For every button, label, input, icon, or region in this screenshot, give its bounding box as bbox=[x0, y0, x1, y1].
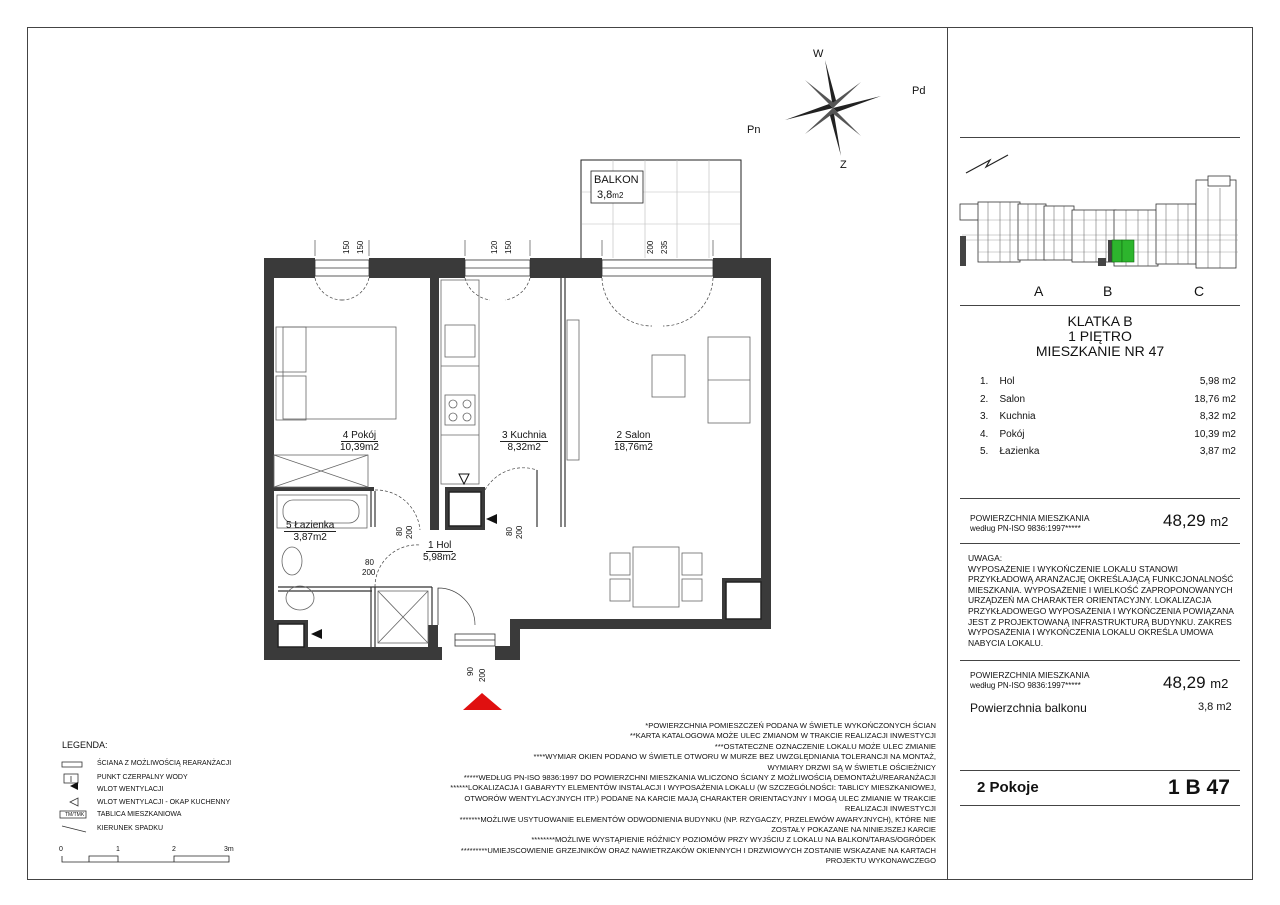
footnote-line: ZOSTAŁY POKAZANE NA NINIEJSZEJ KARCIE bbox=[771, 825, 936, 835]
room-area: 8,32 bbox=[507, 442, 528, 453]
footnote-line: ****WYMIAR OKIEN PODANO W ŚWIETLE OTWORU W MURZE BEZ UWZGLĘDNIANIA TOLERANCJI NA MONTAŻ, bbox=[533, 752, 936, 762]
north-arrow-icon bbox=[966, 155, 1008, 173]
balcony-area-label: Powierzchnia balkonu bbox=[970, 701, 1087, 715]
footnote-line: ******LOKALIZACJA I GABARYTY ELEMENTÓW INSTALACJI I WYPOSAŻENIA LOKALU (W SZCZEGÓLNOŚCI: TABLICY MIESZKANIOWEJ, bbox=[450, 783, 936, 793]
footnote-line: REALIZACJI INWESTYCJI bbox=[844, 804, 936, 814]
scale-bar bbox=[62, 856, 229, 862]
footnote-line: *********UMIEJSCOWIENIE GRZEJNIKÓW ORAZ NAWIETRZAKÓW OKIENNYCH I DRZWIOWYCH ZOSTANIE WSKAZANE NA KARTACH bbox=[460, 845, 936, 855]
room-num: 3 bbox=[502, 430, 508, 441]
site-plan bbox=[948, 140, 1248, 300]
window-dim-1b: 150 bbox=[356, 240, 365, 254]
area-total-2 bbox=[1163, 673, 1228, 693]
door-dim-5a: 90 bbox=[466, 667, 475, 676]
door-dim-2a: 80 bbox=[505, 527, 514, 536]
room-unit: m2 bbox=[442, 552, 457, 563]
room-list-area: 3,87 m2 bbox=[1199, 446, 1236, 457]
room-name: Pokój bbox=[351, 430, 377, 441]
header-line-2: 1 PIĘTRO bbox=[1068, 328, 1132, 344]
area-sub-2: według PN-ISO 9836:1997***** bbox=[970, 681, 1081, 690]
window-dim-3b: 235 bbox=[660, 240, 669, 254]
header-line-1: KLATKA B bbox=[1067, 313, 1133, 329]
balcony-area bbox=[597, 189, 623, 201]
scale-2: 2 bbox=[172, 846, 176, 853]
note-title: UWAGA: bbox=[968, 553, 1003, 563]
window-dim-2b: 150 bbox=[504, 240, 513, 254]
area-total-value: 48,29 bbox=[1163, 511, 1206, 530]
scale-3: 3m bbox=[224, 846, 234, 853]
room-list-item: 1. Hol bbox=[980, 376, 1015, 387]
header-line-3: MIESZKANIE NR 47 bbox=[1035, 343, 1165, 359]
window-dim-2a: 120 bbox=[490, 240, 499, 254]
legend-tm-label: TM/TMK bbox=[65, 812, 85, 818]
area-label-2: POWIERZCHNIA MIESZKANIA bbox=[970, 670, 1090, 680]
room-list-item: 4. Pokój bbox=[980, 429, 1025, 440]
panel-rule bbox=[960, 137, 1240, 138]
footnote-line: *POWIERZCHNIA POMIESZCZEŃ PODANA W ŚWIETLE WYKOŃCZONYCH ŚCIAN bbox=[645, 721, 936, 730]
compass-pd: Pd bbox=[912, 85, 926, 97]
footnote-line: OTWORÓW WENTYLACYJNYCH ITP.) PODANE NA KARCIE MAJĄ CHARAKTER ORIENTACYJNY I MOGĄ ULEC ZMIANIE W TRAKCIE bbox=[464, 793, 936, 803]
apartment-highlight bbox=[1112, 240, 1134, 262]
area-total-2-value: 48,29 bbox=[1163, 673, 1206, 692]
entrance-arrow bbox=[463, 693, 502, 710]
room-num: 4 bbox=[342, 430, 349, 441]
door-dim-3a: 80 bbox=[365, 558, 374, 567]
compass-z: Z bbox=[840, 159, 847, 171]
site-label-a: A bbox=[1034, 283, 1044, 299]
room-area: 3,87 bbox=[293, 532, 313, 543]
compass-rose bbox=[785, 60, 881, 156]
room-list-area: 18,76 m2 bbox=[1194, 394, 1236, 405]
room-area: 5,98 bbox=[423, 552, 443, 563]
area-label: POWIERZCHNIA MIESZKANIA bbox=[970, 513, 1090, 523]
room-num: 1 bbox=[428, 540, 434, 551]
legend-title: LEGENDA: bbox=[62, 740, 108, 750]
area-total-unit: m2 bbox=[1210, 514, 1229, 529]
room-unit: m2 bbox=[639, 442, 653, 453]
room-label-hol bbox=[423, 540, 456, 563]
area-sub: według PN-ISO 9836:1997***** bbox=[970, 524, 1081, 533]
room-name: Łazienka bbox=[294, 520, 335, 531]
panel-rule bbox=[960, 805, 1240, 806]
footnote-line: PROJEKTU WYKONAWCZEGO bbox=[825, 856, 936, 866]
room-name: Salon bbox=[624, 430, 651, 441]
footnote-line: *******MOŻLIWE USYTUOWANIE ELEMENTÓW ODWODNIENIA BUDYNKU (NP. RZYGACZY, PRZELEWÓW AWARYJNYCH), KTÓRE NIE bbox=[459, 814, 936, 824]
panel-rule bbox=[960, 305, 1240, 306]
door-dim-1b: 200 bbox=[405, 525, 414, 539]
area-total bbox=[1163, 511, 1228, 531]
balcony-area-value: 3,8 bbox=[597, 189, 613, 201]
room-label-kuchnia bbox=[500, 430, 548, 453]
balcony-area-value: 3,8 m2 bbox=[1198, 701, 1232, 713]
room-name: Kuchnia bbox=[510, 430, 547, 441]
room-list-item: 3. Kuchnia bbox=[980, 411, 1036, 422]
walls bbox=[264, 258, 771, 660]
door-dim-3b: 200 bbox=[362, 568, 376, 577]
room-list-item: 5. Łazienka bbox=[980, 446, 1040, 457]
room-unit: m2 bbox=[527, 442, 541, 453]
site-label-c: C bbox=[1194, 283, 1205, 299]
balcony-label: BALKON bbox=[594, 174, 639, 186]
legend-symbols bbox=[60, 762, 86, 832]
panel-rule bbox=[960, 770, 1240, 771]
footnote-line: ********MOŻLIWE WYSTĄPIENIE RÓŻNICY POZIOMÓW PRZY WYJŚCIU Z LOKALU NA BALKON/TARAS/OGRÓDEK bbox=[531, 835, 936, 845]
room-list-area: 10,39 m2 bbox=[1194, 429, 1236, 440]
window-dim-3a: 200 bbox=[646, 240, 655, 254]
compass-pn: Pn bbox=[747, 124, 761, 136]
footnote-line: WYMIARY DRZWI SĄ W ŚWIETLE OŚCIEŻNICY bbox=[767, 762, 936, 772]
scale-0: 0 bbox=[59, 846, 63, 853]
panel-rule bbox=[960, 660, 1240, 661]
room-label-salon bbox=[614, 430, 653, 453]
door-dim-1a: 80 bbox=[395, 527, 404, 536]
footnotes bbox=[368, 721, 936, 867]
door-dim-2b: 200 bbox=[515, 525, 524, 539]
apartment-header bbox=[960, 314, 1240, 359]
area-total-2-unit: m2 bbox=[1210, 676, 1229, 691]
panel-rule bbox=[960, 498, 1240, 499]
site-label-b: B bbox=[1103, 283, 1113, 299]
room-unit: m2 bbox=[312, 532, 327, 543]
scale-1: 1 bbox=[116, 846, 120, 853]
room-name: Hol bbox=[436, 540, 452, 551]
door-dim-5b: 200 bbox=[478, 668, 487, 682]
apartment-code: 1 B 47 bbox=[1168, 776, 1230, 799]
balcony-area-unit: m2 bbox=[612, 191, 624, 200]
room-area: 10,39 bbox=[340, 442, 366, 453]
panel-rule bbox=[960, 543, 1240, 544]
room-list-area: 5,98 m2 bbox=[1199, 376, 1236, 387]
room-num: 2 bbox=[616, 430, 623, 441]
compass-w: W bbox=[813, 48, 824, 60]
room-label-pokoj bbox=[340, 430, 379, 453]
room-num: 5 bbox=[286, 520, 292, 531]
room-list-item: 2. Salon bbox=[980, 394, 1026, 405]
room-unit: m2 bbox=[365, 442, 379, 453]
room-label-lazienka bbox=[284, 520, 336, 543]
note-text: WYPOSAŻENIE I WYKOŃCZENIE LOKALU STANOWI PRZYKŁADOWĄ ARANŻACJĘ OKREŚLAJĄCĄ FUNKCJONALNOŚĆ MIESZKANIA. WYPOSAŻENIE I WIELKOŚĆ ZAPROPONOWANYCH URZĄDZEŃ MA CHARAKTER ORIENTACYJNY. LOKALIZACJA PRZYKŁADOWEGO WYPOSAŻENIA I WYKOŃCZENIA POWIĄZANA JEST Z PROJEKTOWANĄ INFRASTRUKTURĄ BUDYNKU. ZAKRES WYPOSAŻENIA I WYKOŃCZENIA LOKALU OKREŚLA UMOWA NABYCIA LOKALU. bbox=[968, 563, 1234, 648]
footnote-line: **KARTA KATALOGOWA MOŻE ULEC ZMIANOM W TRAKCIE REALIZACJI INWESTYCJI bbox=[629, 731, 936, 741]
footnote-line: ***OSTATECZNE OZNACZENIE LOKALU MOŻE ULEC ZMIANIE bbox=[714, 741, 936, 751]
rooms-count: 2 Pokoje bbox=[977, 779, 1039, 796]
window-dim-1a: 150 bbox=[342, 240, 351, 254]
note-block bbox=[968, 553, 1238, 648]
footnote-line: *****WEDŁUG PN-ISO 9836:1997 DO POWIERZCHNI MIESZKANIA WLICZONO ŚCIANY Z MOŻLIWOŚCIĄ DEMONTAŻU/REARANŻACJI bbox=[463, 773, 936, 783]
room-area: 18,76 bbox=[614, 442, 640, 453]
room-list-area: 8,32 m2 bbox=[1199, 411, 1236, 422]
